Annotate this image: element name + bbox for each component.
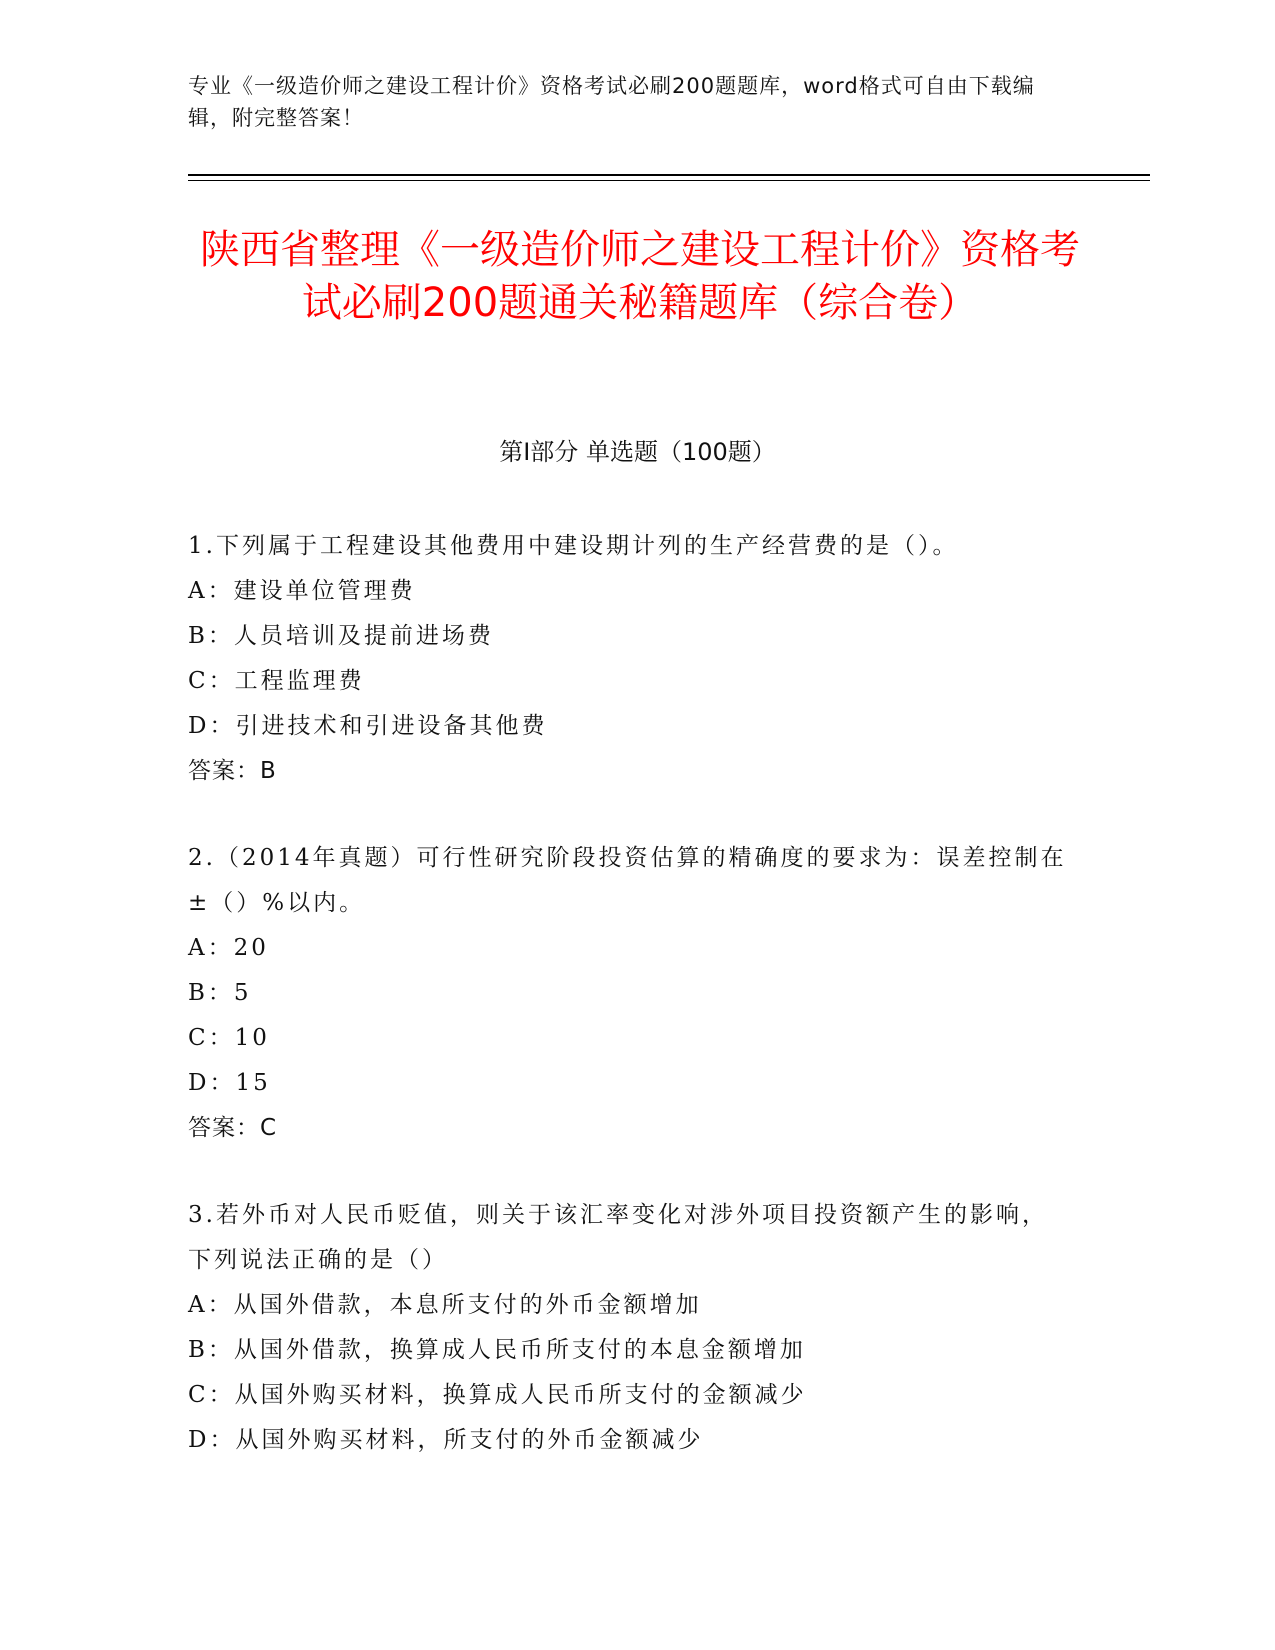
option-a: A：20 [188, 935, 269, 961]
question-1 [188, 524, 1068, 794]
document-title: 陕西省整理《一级造价师之建设工程计价》资格考试必刷200题通关秘籍题库（综合卷） [200, 227, 1080, 326]
option-c: C：从国外购买材料，换算成人民币所支付的金额减少 [188, 1382, 807, 1408]
option-a: A：从国外借款，本息所支付的外币金额增加 [188, 1292, 702, 1318]
question-stem: 2.（2014年真题）可行性研究阶段投资估算的精确度的要求为：误差控制在±（）%以内。 [188, 845, 1067, 916]
header-divider [188, 174, 1150, 176]
option-d: D：15 [188, 1070, 271, 1096]
option-c: C：工程监理费 [188, 668, 365, 694]
question-3 [188, 1193, 1068, 1463]
option-d: D：从国外购买材料，所支付的外币金额减少 [188, 1427, 704, 1453]
answer: 答案：C [188, 1115, 278, 1141]
option-b: B：5 [188, 980, 252, 1006]
question-list [188, 524, 1068, 1505]
header-note: 专业《一级造价师之建设工程计价》资格考试必刷200题题库，word格式可自由下载编辑，附完整答案！ [188, 74, 1035, 130]
option-b: B：从国外借款，换算成人民币所支付的本息金额增加 [188, 1337, 806, 1363]
section-title: 第I部分 单选题（100题） [499, 438, 776, 466]
option-d: D：引进技术和引进设备其他费 [188, 713, 548, 739]
question-2 [188, 836, 1068, 1151]
answer: 答案：B [188, 758, 277, 784]
question-stem: 1.下列属于工程建设其他费用中建设期计列的生产经营费的是（）。 [188, 533, 959, 559]
question-stem: 3.若外币对人民币贬值，则关于该汇率变化对涉外项目投资额产生的影响，下列说法正确的是（） [188, 1202, 1048, 1273]
option-a: A：建设单位管理费 [188, 578, 416, 604]
option-c: C：10 [188, 1025, 270, 1051]
header-divider-thin [188, 180, 1150, 181]
option-b: B：人员培训及提前进场费 [188, 623, 494, 649]
